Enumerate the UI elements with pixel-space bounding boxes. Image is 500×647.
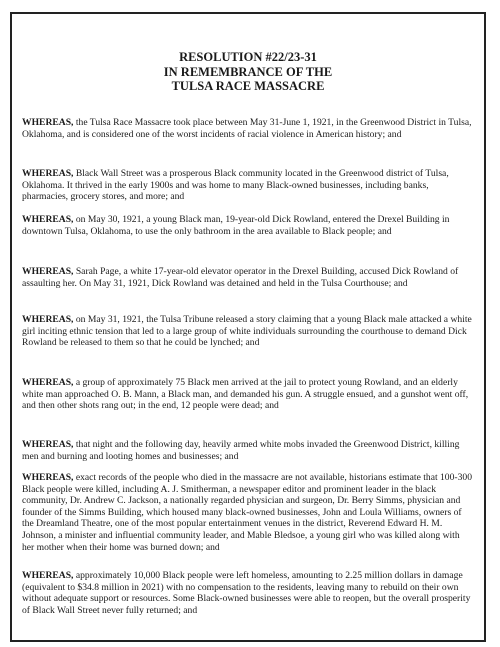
whereas-text: on May 31, 1921, the Tulsa Tribune released a story claiming that a young Black male attacked a white girl inciting ethnic tension that led to a large group of white individuals surrounding the courthouse to demand Dick Rowland be released to them so that he could be lynched; and (22, 314, 472, 349)
whereas-paragraph-5 (22, 314, 474, 349)
whereas-paragraph-4 (22, 266, 474, 289)
whereas-text: a group of approximately 75 Black men arrived at the jail to protect young Rowland, and an elderly white man approached O. B. Mann, a Black man, and demanded his gun. A struggle ensued, and a gunshot went off, and then other shots rang out; in the end, 12 people were dead; and (22, 377, 469, 412)
whereas-paragraph-2 (22, 168, 474, 203)
whereas-paragraph-6 (22, 377, 474, 412)
title-line-3: TULSA RACE MASSACRE (171, 79, 325, 93)
whereas-paragraph-7 (22, 439, 474, 462)
whereas-lead: WHEREAS, (22, 168, 74, 179)
whereas-text: approximately 10,000 Black people were left homeless, amounting to 2.25 million dollars in damage (equivalent to $34.8 million in 2021) with no compensation to the residents, leaving many to rebuild on their own without adequate support or resources. Some Black-owned businesses were able to reopen, but the overall prosperity of Black Wall Street never fully returned; and (22, 570, 471, 616)
whereas-text: Black Wall Street was a prosperous Black community located in the Greenwood district of Tulsa, Oklahoma. It thrived in the early 1900s and was home to many Black-owned businesses, including banks, pharmacies, grocery stores, and more; and (22, 168, 449, 203)
whereas-text: the Tulsa Race Massacre took place between May 31-June 1, 1921, in the Greenwood District in Tulsa, Oklahoma, and is considered one of the worst incidents of racial violence in American history; and (22, 117, 472, 140)
whereas-lead: WHEREAS, (22, 472, 74, 483)
resolution-page (10, 12, 486, 642)
resolution-title (12, 50, 484, 94)
whereas-lead: WHEREAS, (22, 570, 74, 581)
whereas-paragraph-8 (22, 472, 474, 553)
whereas-text: exact records of the people who died in the massacre are not available, historians estimate that 100-300 Black people were killed, including A. J. Smitherman, a newspaper editor and prominent leader in the black community, Dr. Andrew C. Jackson, a nationally regarded physician and surgeon, Dr. Berry Simms, physician and founder of the Simms Building, which housed many black-owned businesses, John and Loula Williams, owners of the Dreamland Theatre, one of the most popular entertainment venues in the district, Reverend Edward H. M. Johnson, a minister and influential community leader, and Mable Bledsoe, a young girl who was killed along with her mother when their home was burned down; and (22, 472, 472, 553)
title-line-1: RESOLUTION #22/23-31 (179, 50, 317, 64)
whereas-paragraph-9 (22, 570, 474, 616)
title-line-2: IN REMEMBRANCE OF THE (163, 64, 333, 79)
whereas-text: that night and the following day, heavily armed white mobs invaded the Greenwood District, killing men and burning and looting homes and businesses; and (22, 439, 460, 462)
whereas-text: Sarah Page, a white 17-year-old elevator operator in the Drexel Building, accused Dick Rowland of assaulting her. On May 31, 1921, Dick Rowland was detained and held in the Tulsa Courthouse; and (22, 266, 459, 289)
whereas-paragraph-3 (22, 214, 474, 237)
whereas-lead: WHEREAS, (22, 439, 74, 450)
whereas-paragraph-1 (22, 117, 474, 140)
whereas-lead: WHEREAS, (22, 266, 74, 277)
whereas-lead: WHEREAS, (22, 314, 74, 325)
whereas-lead: WHEREAS, (22, 214, 74, 225)
whereas-lead: WHEREAS, (22, 377, 74, 388)
whereas-text: on May 30, 1921, a young Black man, 19-year-old Dick Rowland, entered the Drexel Building in downtown Tulsa, Oklahoma, to use the only bathroom in the area available to Black people; and (22, 214, 450, 237)
whereas-lead: WHEREAS, (22, 117, 74, 128)
